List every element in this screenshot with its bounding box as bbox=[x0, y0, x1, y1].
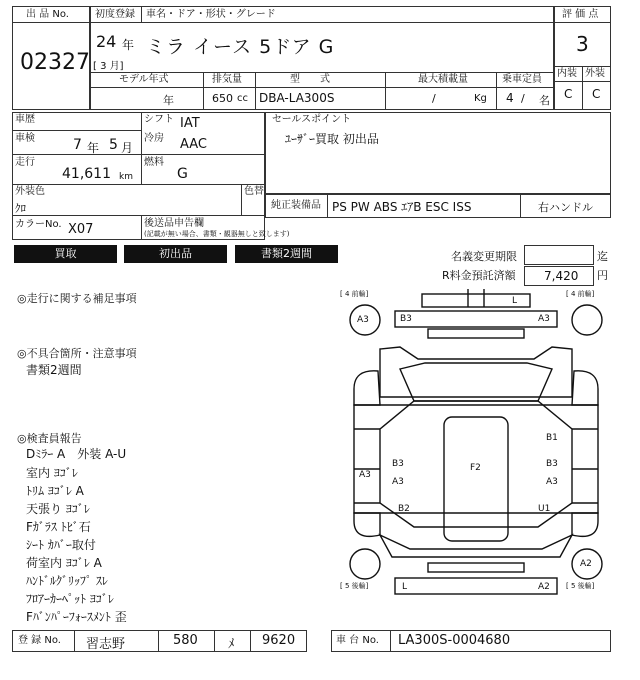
registration-kana: ﾒ bbox=[228, 637, 235, 652]
inspector-line-7: 荷室内 ﾖｺﾞﾚ A bbox=[26, 556, 102, 570]
front-fender-right bbox=[572, 371, 598, 405]
lot-number: 02327 bbox=[20, 50, 90, 75]
reg-month: [ 3 月] bbox=[93, 61, 124, 72]
tag-front-left: [ 4 前輪] bbox=[340, 290, 369, 298]
registration-class: 580 bbox=[173, 633, 198, 648]
mark-side-b1: B1 bbox=[546, 433, 558, 443]
windshield bbox=[400, 363, 552, 401]
front-bar-mark: L bbox=[512, 296, 518, 306]
fuel-value: G bbox=[177, 166, 188, 182]
inspector-line-5: Fｶﾞﾗｽ ﾄﾋﾞ石 bbox=[26, 520, 91, 534]
mark-bumper-front-left: B3 bbox=[400, 314, 412, 324]
inspection-year: 7 bbox=[73, 137, 82, 153]
recycle-label: R料金預託済額 bbox=[442, 269, 516, 282]
mark-right-u1: U1 bbox=[538, 504, 551, 514]
ac-value: AAC bbox=[180, 137, 207, 152]
tag-rear-left: [ 5 後輪] bbox=[340, 582, 369, 590]
overall-score: 3 bbox=[576, 32, 589, 56]
recycle-value: 7,420 bbox=[544, 269, 579, 283]
roof-panel bbox=[444, 417, 508, 541]
chassis-number: LA300S-0004680 bbox=[398, 633, 511, 648]
registration-area: 習志野 bbox=[86, 637, 126, 652]
model-label: 型 式 bbox=[290, 74, 330, 85]
capacity-value: 4 bbox=[506, 91, 514, 105]
front-bumper bbox=[395, 311, 557, 327]
capacity-label: 乗車定員 bbox=[502, 74, 542, 85]
model-code: DBA-LA300S bbox=[259, 91, 335, 105]
color-no-value: X07 bbox=[68, 222, 94, 237]
car-outline bbox=[340, 289, 612, 629]
running-heading: ◎走行に関する補足事項 bbox=[17, 292, 137, 305]
car-name-label: 車名・ドア・形状・グレード bbox=[146, 9, 276, 20]
mileage-unit: km bbox=[119, 172, 133, 182]
score-label: 評 価 点 bbox=[562, 9, 599, 20]
name-change-label: 名義変更期限 bbox=[451, 250, 517, 263]
chassis-label: 車 台 No. bbox=[336, 635, 379, 646]
inspector-heading: ◎検査員報告 bbox=[17, 432, 82, 445]
tire-rear-left bbox=[350, 549, 380, 579]
model-year-label: モデル年式 bbox=[119, 74, 169, 85]
capacity-sep: / bbox=[521, 92, 525, 105]
interior-label: 内装 bbox=[557, 68, 577, 79]
front-fender-left bbox=[354, 371, 380, 405]
mark-right-a3: A3 bbox=[546, 477, 558, 487]
fuel-label: 燃料 bbox=[144, 157, 164, 168]
inspector-line-8: ﾊﾝﾄﾞﾙｸﾞﾘｯﾌﾟ ｽﾚ bbox=[26, 574, 108, 588]
sales-point-label: セールスポイント bbox=[272, 114, 352, 125]
exterior-label: 外装 bbox=[585, 68, 605, 79]
rear-bumper-inner bbox=[428, 563, 524, 572]
max-load-unit: Kg bbox=[474, 93, 487, 104]
recycle-unit: 円 bbox=[597, 269, 608, 282]
reg-year-unit: 年 bbox=[122, 38, 135, 52]
mark-right-b3: B3 bbox=[546, 459, 558, 469]
exterior-grade: C bbox=[592, 87, 601, 101]
inspector-line-9: ﾌﾛｱｰｶｰﾍﾟｯﾄ ﾖｺﾞﾚ bbox=[26, 592, 114, 606]
shift-value: IAT bbox=[180, 116, 200, 131]
ac-label: 冷房 bbox=[144, 133, 164, 144]
mark-left-a3: A3 bbox=[392, 477, 404, 487]
first-reg-label: 初度登録 bbox=[95, 9, 135, 20]
registration-label: 登 録 No. bbox=[18, 635, 61, 646]
displacement-unit: cc bbox=[237, 93, 248, 104]
inspection-year-unit: 年 bbox=[87, 141, 100, 155]
tag-first-listing: 初出品 bbox=[124, 245, 227, 263]
registration-number: 9620 bbox=[262, 633, 296, 648]
equipment-list: PS PW ABS ｴｱB ESC ISS bbox=[332, 200, 472, 214]
displacement-label: 排気量 bbox=[212, 74, 242, 85]
capacity-unit: 名 bbox=[539, 94, 550, 107]
mark-tire-front-left: A3 bbox=[357, 315, 369, 325]
lot-label: 出 品 No. bbox=[26, 9, 69, 20]
inspector-line-6: ｼｰﾄ ｶﾊﾞｰ取付 bbox=[26, 538, 96, 552]
color-value: ｸﾛ bbox=[15, 202, 26, 215]
defect-line-1: 書類2週間 bbox=[26, 363, 82, 377]
post-doc-label: 後送品申告欄 bbox=[144, 218, 204, 229]
rear-bar-mark: L bbox=[402, 582, 408, 592]
shift-label: シフト bbox=[144, 114, 174, 125]
name-change-unit: 迄 bbox=[597, 250, 608, 263]
front-bumper-inner bbox=[428, 329, 524, 338]
rear-body bbox=[380, 535, 572, 557]
max-load-value: / bbox=[432, 92, 436, 105]
mileage-value: 41,611 bbox=[62, 166, 111, 182]
inspector-line-3: ﾄﾘﾑ ﾖｺﾞﾚ A bbox=[26, 484, 84, 498]
inspection-label: 車検 bbox=[15, 133, 35, 144]
damage-diagram bbox=[340, 289, 612, 629]
rear-fender-left bbox=[354, 513, 380, 536]
mark-tire-rear-right: A2 bbox=[580, 559, 592, 569]
name-change-box bbox=[524, 245, 594, 265]
tag-documents-two-weeks: 書類2週間 bbox=[235, 245, 338, 263]
inspector-line-10: Fﾊﾞﾝﾊﾟｰﾌｫｰｽﾒﾝﾄ 歪 bbox=[26, 610, 127, 624]
interior-grade: C bbox=[564, 87, 573, 101]
mileage-label: 走行 bbox=[15, 157, 35, 168]
tag-front-right: [ 4 前輪] bbox=[566, 290, 595, 298]
body-main bbox=[354, 405, 598, 513]
rear-bar bbox=[395, 578, 557, 594]
tire-front-right bbox=[572, 305, 602, 335]
history-label: 車歴 bbox=[15, 114, 35, 125]
max-load-label: 最大積載量 bbox=[418, 74, 468, 85]
color-change-label: 色替 bbox=[244, 186, 264, 197]
reg-year: 24 bbox=[96, 32, 117, 51]
color-label: 外装色 bbox=[15, 186, 45, 197]
tag-buyback: 買取 bbox=[14, 245, 117, 263]
inspection-month: 5 bbox=[109, 137, 118, 153]
inspector-line-2: 室内 ﾖｺﾞﾚ bbox=[26, 466, 78, 480]
mark-left-b2: B2 bbox=[398, 504, 410, 514]
sales-point-text: ﾕｰｻﾞｰ買取 初出品 bbox=[285, 132, 379, 146]
color-no-label: カラーNo. bbox=[15, 219, 62, 230]
rear-fender-right bbox=[572, 513, 598, 536]
car-name: ミラ イース 5ドア G bbox=[146, 36, 335, 58]
mark-rear-a2: A2 bbox=[538, 582, 550, 592]
tag-rear-right: [ 5 後輪] bbox=[566, 582, 595, 590]
defect-heading: ◎不具合箇所・注意事項 bbox=[17, 347, 137, 360]
displacement-value: 650 bbox=[212, 92, 233, 105]
equipment-label: 純正装備品 bbox=[271, 200, 321, 211]
mark-roof: F2 bbox=[470, 463, 481, 473]
inspector-line-1: Dﾐﾗｰ A 外装 A-U bbox=[26, 447, 127, 461]
inspection-month-unit: 月 bbox=[121, 141, 134, 155]
inspector-line-4: 天張り ﾖｺﾞﾚ bbox=[26, 502, 90, 516]
post-doc-note: (記載が無い場合、書類・観器無しと致します) bbox=[144, 230, 290, 238]
mark-left-edge-a3: A3 bbox=[359, 470, 371, 480]
mark-bumper-front-right: A3 bbox=[538, 314, 550, 324]
model-year-unit: 年 bbox=[163, 94, 174, 107]
handle-side: 右ハンドル bbox=[538, 201, 593, 214]
mark-left-b3: B3 bbox=[392, 459, 404, 469]
